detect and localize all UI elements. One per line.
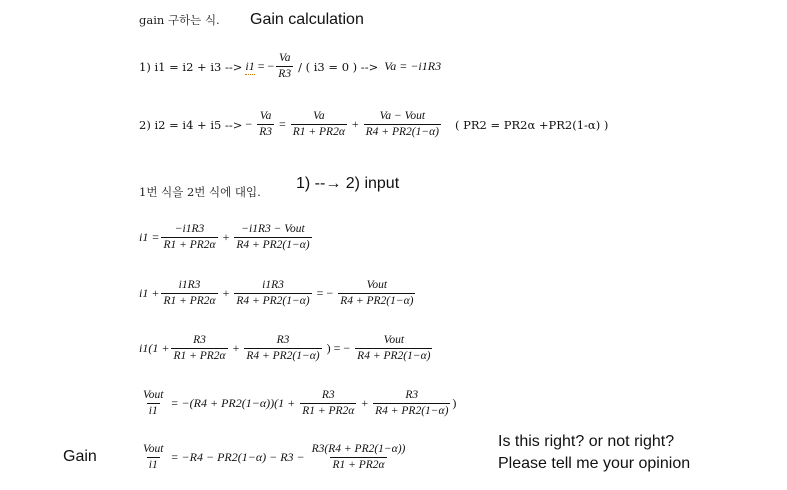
- eq6-eq: = −(R4 + PR2(1−α))(1 +: [170, 396, 296, 410]
- eq1-num: Va: [278, 52, 291, 64]
- eq5-plus: +: [232, 341, 240, 355]
- eq1-lhs: i1: [245, 58, 255, 73]
- eq6-f0-num: Vout: [143, 389, 164, 401]
- eq6-close: ): [452, 396, 457, 410]
- eq2-plus: +: [351, 117, 359, 131]
- eq6-f0-den: i1: [148, 405, 158, 417]
- eq4-f2-num: i1R3: [262, 279, 284, 291]
- eq7-f0-num: Vout: [143, 443, 164, 455]
- eq3-fraction-1: [161, 223, 217, 252]
- eq4-f3-den: R4 + PR2(1−α): [340, 295, 414, 307]
- eq5-f1-den: R1 + PR2α: [173, 350, 226, 362]
- eq2-f2-den: R1 + PR2α: [292, 126, 345, 138]
- eq2-eq: =: [278, 117, 286, 131]
- eq5-eq: ) = −: [326, 341, 351, 355]
- eq3-f2-den: R4 + PR2(1−α): [236, 239, 310, 251]
- eq1-rhs: Va = −i1R3: [384, 59, 442, 73]
- header-korean: gain 구하는 식.: [139, 13, 220, 27]
- eq4-plus: +: [222, 286, 230, 300]
- eq2-f3-num: Va − Vout: [379, 110, 426, 122]
- eq1-eq: = −: [257, 59, 275, 73]
- question-line-1: Is this right? or not right?: [498, 433, 675, 450]
- eq1-den: R3: [278, 68, 292, 80]
- eq2-minus: −: [245, 117, 253, 131]
- eq2-fraction-3: [364, 110, 441, 139]
- eq1-prefix: 1) i1 = i2 + i3 -->: [139, 59, 243, 74]
- eq7-eq: = −R4 − PR2(1−α) − R3 −: [170, 450, 305, 464]
- eq6-f2-num: R3: [405, 389, 419, 401]
- eq3-lhs: i1 =: [139, 230, 160, 244]
- substitution-korean: 1번 식을 2번 식에 대입.: [139, 185, 261, 199]
- eq5-fraction-3: [355, 334, 432, 363]
- equation-1: [139, 52, 444, 81]
- eq4-fraction-2: [234, 279, 311, 308]
- eq2-f1-num: Va: [259, 110, 272, 122]
- equation-3: [139, 223, 314, 252]
- eq4-fraction-3: [338, 279, 415, 308]
- eq2-f1-den: R3: [259, 126, 272, 138]
- eq5-f3-num: Vout: [383, 334, 405, 346]
- eq2-fraction-1: [257, 110, 274, 139]
- eq3-f1-num: −i1R3: [174, 223, 205, 235]
- eq4-f1-den: R1 + PR2α: [163, 295, 216, 307]
- equation-4: [139, 279, 417, 308]
- eq2-note: ( PR2 = PR2α +PR2(1-α) ): [454, 117, 609, 132]
- eq7-fraction-1: [310, 443, 408, 472]
- eq5-f2-den: R4 + PR2(1−α): [246, 350, 320, 362]
- eq1-fraction: [276, 52, 293, 81]
- eq4-fraction-1: [161, 279, 217, 308]
- eq4-f1-num: i1R3: [178, 279, 201, 291]
- eq4-lhs: i1 +: [139, 286, 160, 300]
- eq5-f1-num: R3: [193, 334, 206, 346]
- eq3-f2-num: −i1R3 − Vout: [241, 223, 305, 235]
- eq7-fraction-0: [141, 443, 165, 472]
- eq6-fraction-2: [373, 389, 450, 418]
- eq7-f1-num: R3(R4 + PR2(1−α)): [311, 443, 406, 455]
- eq4-f2-den: R4 + PR2(1−α): [236, 295, 310, 307]
- eq6-fraction-1: [300, 389, 356, 418]
- substitution-english: 1) --→ 2) input: [296, 175, 400, 192]
- eq6-f2-den: R4 + PR2(1−α): [375, 405, 449, 417]
- eq5-fraction-2: [244, 334, 321, 363]
- equation-2: [139, 110, 608, 139]
- eq2-f2-num: Va: [313, 110, 325, 122]
- eq6-f1-den: R1 + PR2α: [302, 405, 355, 417]
- equation-6: [139, 389, 456, 418]
- eq1-mid: / ( i3 = 0 ) -->: [298, 59, 379, 74]
- eq2-fraction-2: [291, 110, 347, 139]
- eq3-plus: +: [222, 230, 230, 244]
- eq6-plus: +: [361, 396, 369, 410]
- question-line-2: Please tell me your opinion: [498, 455, 691, 472]
- eq2-f3-den: R4 + PR2(1−α): [365, 126, 439, 138]
- equation-5: [139, 334, 434, 363]
- eq5-lhs: i1(1 +: [139, 341, 170, 355]
- eq4-f3-num: Vout: [366, 279, 388, 291]
- eq6-f1-num: R3: [321, 389, 335, 401]
- eq2-prefix: 2) i2 = i4 + i5 -->: [139, 117, 243, 132]
- eq7-f1-den: R1 + PR2α: [332, 459, 385, 471]
- eq5-fraction-1: [171, 334, 227, 363]
- eq7-f0-den: i1: [148, 459, 158, 471]
- header-title: Gain calculation: [250, 11, 364, 28]
- equation-7: [139, 443, 409, 472]
- eq3-f1-den: R1 + PR2α: [163, 239, 216, 251]
- eq6-fraction-0: [141, 389, 165, 418]
- eq5-f2-num: R3: [276, 334, 290, 346]
- eq5-f3-den: R4 + PR2(1−α): [357, 350, 431, 362]
- gain-label: Gain: [63, 448, 97, 465]
- eq3-fraction-2: [234, 223, 311, 252]
- eq4-eq: = −: [316, 286, 334, 300]
